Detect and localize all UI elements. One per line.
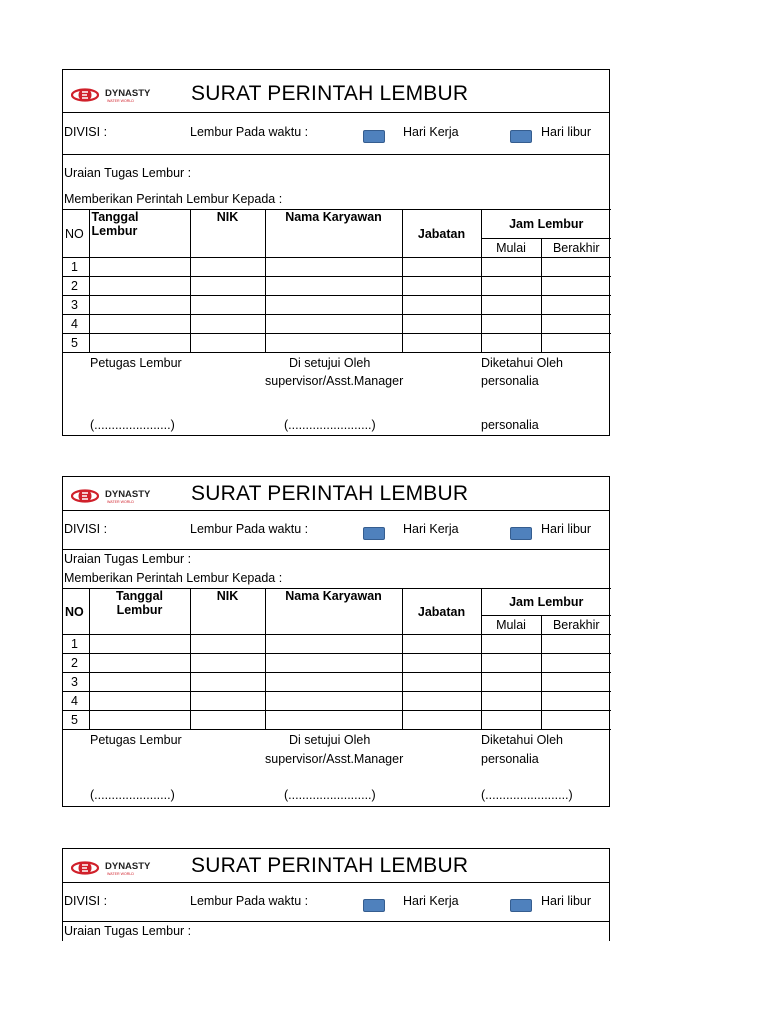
header-no: NO (63, 210, 89, 258)
cell-mulai[interactable] (481, 692, 541, 711)
memberikan-label: Memberikan Perintah Lembur Kepada : (64, 192, 283, 206)
dynasty-logo (71, 485, 171, 507)
hari-libur-checkbox[interactable] (510, 899, 532, 912)
cell-tanggal[interactable] (89, 315, 190, 334)
table-row (63, 711, 611, 730)
employee-table (63, 588, 611, 730)
cell-mulai[interactable] (481, 296, 541, 315)
header-nik: NIK (190, 210, 265, 258)
table-row (63, 635, 611, 654)
cell-berakhir[interactable] (541, 258, 611, 277)
petugas-signature-blank[interactable]: (......................) (90, 418, 175, 432)
petugas-label: Petugas Lembur (90, 356, 182, 370)
hari-kerja-checkbox[interactable] (363, 899, 385, 912)
diketahui-role: personalia (481, 374, 539, 388)
dynasty-logo (71, 857, 171, 879)
cell-tanggal[interactable] (89, 635, 190, 654)
cell-mulai[interactable] (481, 673, 541, 692)
disetujui-role: supervisor/Asst.Manager (265, 374, 404, 388)
cell-mulai[interactable] (481, 277, 541, 296)
cell-nik[interactable] (190, 258, 265, 277)
form-header (63, 849, 609, 883)
cell-nama[interactable] (265, 258, 402, 277)
header-berakhir: Berakhir (541, 616, 611, 635)
cell-berakhir[interactable] (541, 277, 611, 296)
divisi-label: DIVISI : (64, 522, 108, 536)
row-number: 3 (63, 296, 89, 315)
cell-berakhir[interactable] (541, 673, 611, 692)
uraian-label: Uraian Tugas Lembur : (64, 924, 192, 938)
hari-libur-label: Hari libur (541, 125, 592, 139)
form-header (63, 477, 609, 511)
lembur-pada-label: Lembur Pada waktu : (190, 894, 309, 908)
cell-berakhir[interactable] (541, 711, 611, 730)
signature-section (63, 730, 609, 806)
hari-libur-label: Hari libur (541, 522, 592, 536)
diketahui-label: Diketahui Oleh (481, 356, 563, 370)
hari-kerja-label: Hari Kerja (403, 125, 459, 139)
row-number: 5 (63, 711, 89, 730)
table-row (63, 334, 611, 353)
row-number: 1 (63, 635, 89, 654)
form-title: SURAT PERINTAH LEMBUR (191, 482, 469, 505)
row-number: 2 (63, 654, 89, 673)
logo-text: DYNASTY (105, 88, 151, 99)
header-mulai: Mulai (481, 239, 541, 258)
table-row (63, 654, 611, 673)
cell-nik[interactable] (190, 277, 265, 296)
disetujui-label: Di setujui Oleh (289, 356, 371, 370)
uraian-section (63, 155, 609, 209)
cell-tanggal[interactable] (89, 296, 190, 315)
header-tanggal: Tanggal Lembur (89, 589, 190, 635)
header-jabatan: Jabatan (402, 210, 481, 258)
hari-kerja-checkbox[interactable] (363, 130, 385, 143)
cell-tanggal[interactable] (89, 654, 190, 673)
header-no: NO (63, 589, 89, 635)
row-number: 5 (63, 334, 89, 353)
cell-nik[interactable] (190, 654, 265, 673)
memberikan-label: Memberikan Perintah Lembur Kepada : (64, 571, 283, 585)
header-nik: NIK (190, 589, 265, 635)
divisi-label: DIVISI : (64, 125, 108, 139)
hari-kerja-label: Hari Kerja (403, 522, 459, 536)
cell-nama[interactable] (265, 654, 402, 673)
form-title: SURAT PERINTAH LEMBUR (191, 82, 469, 105)
table-row (63, 296, 611, 315)
cell-jabatan[interactable] (402, 296, 481, 315)
disetujui-signature-blank[interactable]: (........................) (284, 418, 376, 432)
table-row (63, 258, 611, 277)
uraian-section (63, 922, 609, 942)
disetujui-signature-blank[interactable]: (........................) (284, 788, 376, 802)
cell-nik[interactable] (190, 315, 265, 334)
cell-nik[interactable] (190, 635, 265, 654)
petugas-signature-blank[interactable]: (......................) (90, 788, 175, 802)
cell-nama[interactable] (265, 673, 402, 692)
overtime-form-3 (62, 848, 610, 941)
diketahui-signature-blank[interactable]: (........................) (481, 788, 573, 802)
uraian-section (63, 550, 609, 588)
cell-berakhir[interactable] (541, 654, 611, 673)
header-nama: Nama Karyawan (265, 589, 402, 635)
cell-tanggal[interactable] (89, 692, 190, 711)
cell-jabatan[interactable] (402, 277, 481, 296)
cell-jabatan[interactable] (402, 334, 481, 353)
cell-jabatan[interactable] (402, 673, 481, 692)
diketahui-role: personalia (481, 752, 539, 766)
cell-berakhir[interactable] (541, 635, 611, 654)
cell-nama[interactable] (265, 296, 402, 315)
header-jabatan: Jabatan (402, 589, 481, 635)
logo-tagline: WATER WORLD (107, 99, 134, 103)
overtime-form-2 (62, 476, 610, 807)
cell-mulai[interactable] (481, 635, 541, 654)
cell-jabatan[interactable] (402, 692, 481, 711)
cell-nik[interactable] (190, 673, 265, 692)
diketahui-signature-blank[interactable]: personalia (481, 418, 539, 432)
cell-nama[interactable] (265, 315, 402, 334)
cell-nama[interactable] (265, 334, 402, 353)
hari-kerja-checkbox[interactable] (363, 527, 385, 540)
overtime-form-1 (62, 69, 610, 436)
divisi-row (63, 883, 609, 922)
cell-jabatan[interactable] (402, 258, 481, 277)
dynasty-logo (71, 84, 171, 106)
cell-nik[interactable] (190, 692, 265, 711)
cell-jabatan[interactable] (402, 635, 481, 654)
cell-mulai[interactable] (481, 315, 541, 334)
employee-table (63, 209, 611, 353)
hari-libur-checkbox[interactable] (510, 527, 532, 540)
uraian-label: Uraian Tugas Lembur : (64, 166, 192, 180)
cell-tanggal[interactable] (89, 258, 190, 277)
cell-nik[interactable] (190, 711, 265, 730)
cell-tanggal[interactable] (89, 334, 190, 353)
cell-berakhir[interactable] (541, 315, 611, 334)
logo-tagline: WATER WORLD (107, 872, 134, 876)
row-number: 4 (63, 692, 89, 711)
cell-nama[interactable] (265, 711, 402, 730)
petugas-label: Petugas Lembur (90, 733, 182, 747)
cell-mulai[interactable] (481, 334, 541, 353)
table-row (63, 692, 611, 711)
header-jam: Jam Lembur (481, 210, 611, 239)
table-row (63, 315, 611, 334)
lembur-pada-label: Lembur Pada waktu : (190, 522, 309, 536)
header-tanggal: Tanggal Lembur (89, 210, 190, 258)
cell-tanggal[interactable] (89, 711, 190, 730)
cell-berakhir[interactable] (541, 692, 611, 711)
hari-kerja-label: Hari Kerja (403, 894, 459, 908)
cell-nama[interactable] (265, 277, 402, 296)
table-row (63, 673, 611, 692)
logo-text: DYNASTY (105, 489, 151, 500)
cell-mulai[interactable] (481, 258, 541, 277)
form-header (63, 70, 609, 113)
form-title: SURAT PERINTAH LEMBUR (191, 854, 469, 877)
cell-jabatan[interactable] (402, 315, 481, 334)
divisi-label: DIVISI : (64, 894, 108, 908)
divisi-row (63, 511, 609, 550)
cell-jabatan[interactable] (402, 654, 481, 673)
header-mulai: Mulai (481, 616, 541, 635)
cell-jabatan[interactable] (402, 711, 481, 730)
header-jam: Jam Lembur (481, 589, 611, 616)
cell-tanggal[interactable] (89, 673, 190, 692)
table-row (63, 277, 611, 296)
lembur-pada-label: Lembur Pada waktu : (190, 125, 309, 139)
cell-berakhir[interactable] (541, 334, 611, 353)
cell-mulai[interactable] (481, 654, 541, 673)
disetujui-role: supervisor/Asst.Manager (265, 752, 404, 766)
hari-libur-label: Hari libur (541, 894, 592, 908)
uraian-label: Uraian Tugas Lembur : (64, 552, 192, 566)
signature-section (63, 353, 609, 435)
divisi-row (63, 113, 609, 155)
cell-nik[interactable] (190, 296, 265, 315)
logo-text: DYNASTY (105, 861, 151, 872)
cell-nama[interactable] (265, 635, 402, 654)
cell-tanggal[interactable] (89, 277, 190, 296)
row-number: 4 (63, 315, 89, 334)
header-nama: Nama Karyawan (265, 210, 402, 258)
cell-berakhir[interactable] (541, 296, 611, 315)
hari-libur-checkbox[interactable] (510, 130, 532, 143)
disetujui-label: Di setujui Oleh (289, 733, 371, 747)
cell-nama[interactable] (265, 692, 402, 711)
row-number: 1 (63, 258, 89, 277)
cell-nik[interactable] (190, 334, 265, 353)
header-berakhir: Berakhir (541, 239, 611, 258)
cell-mulai[interactable] (481, 711, 541, 730)
logo-tagline: WATER WORLD (107, 500, 134, 504)
row-number: 3 (63, 673, 89, 692)
diketahui-label: Diketahui Oleh (481, 733, 563, 747)
row-number: 2 (63, 277, 89, 296)
